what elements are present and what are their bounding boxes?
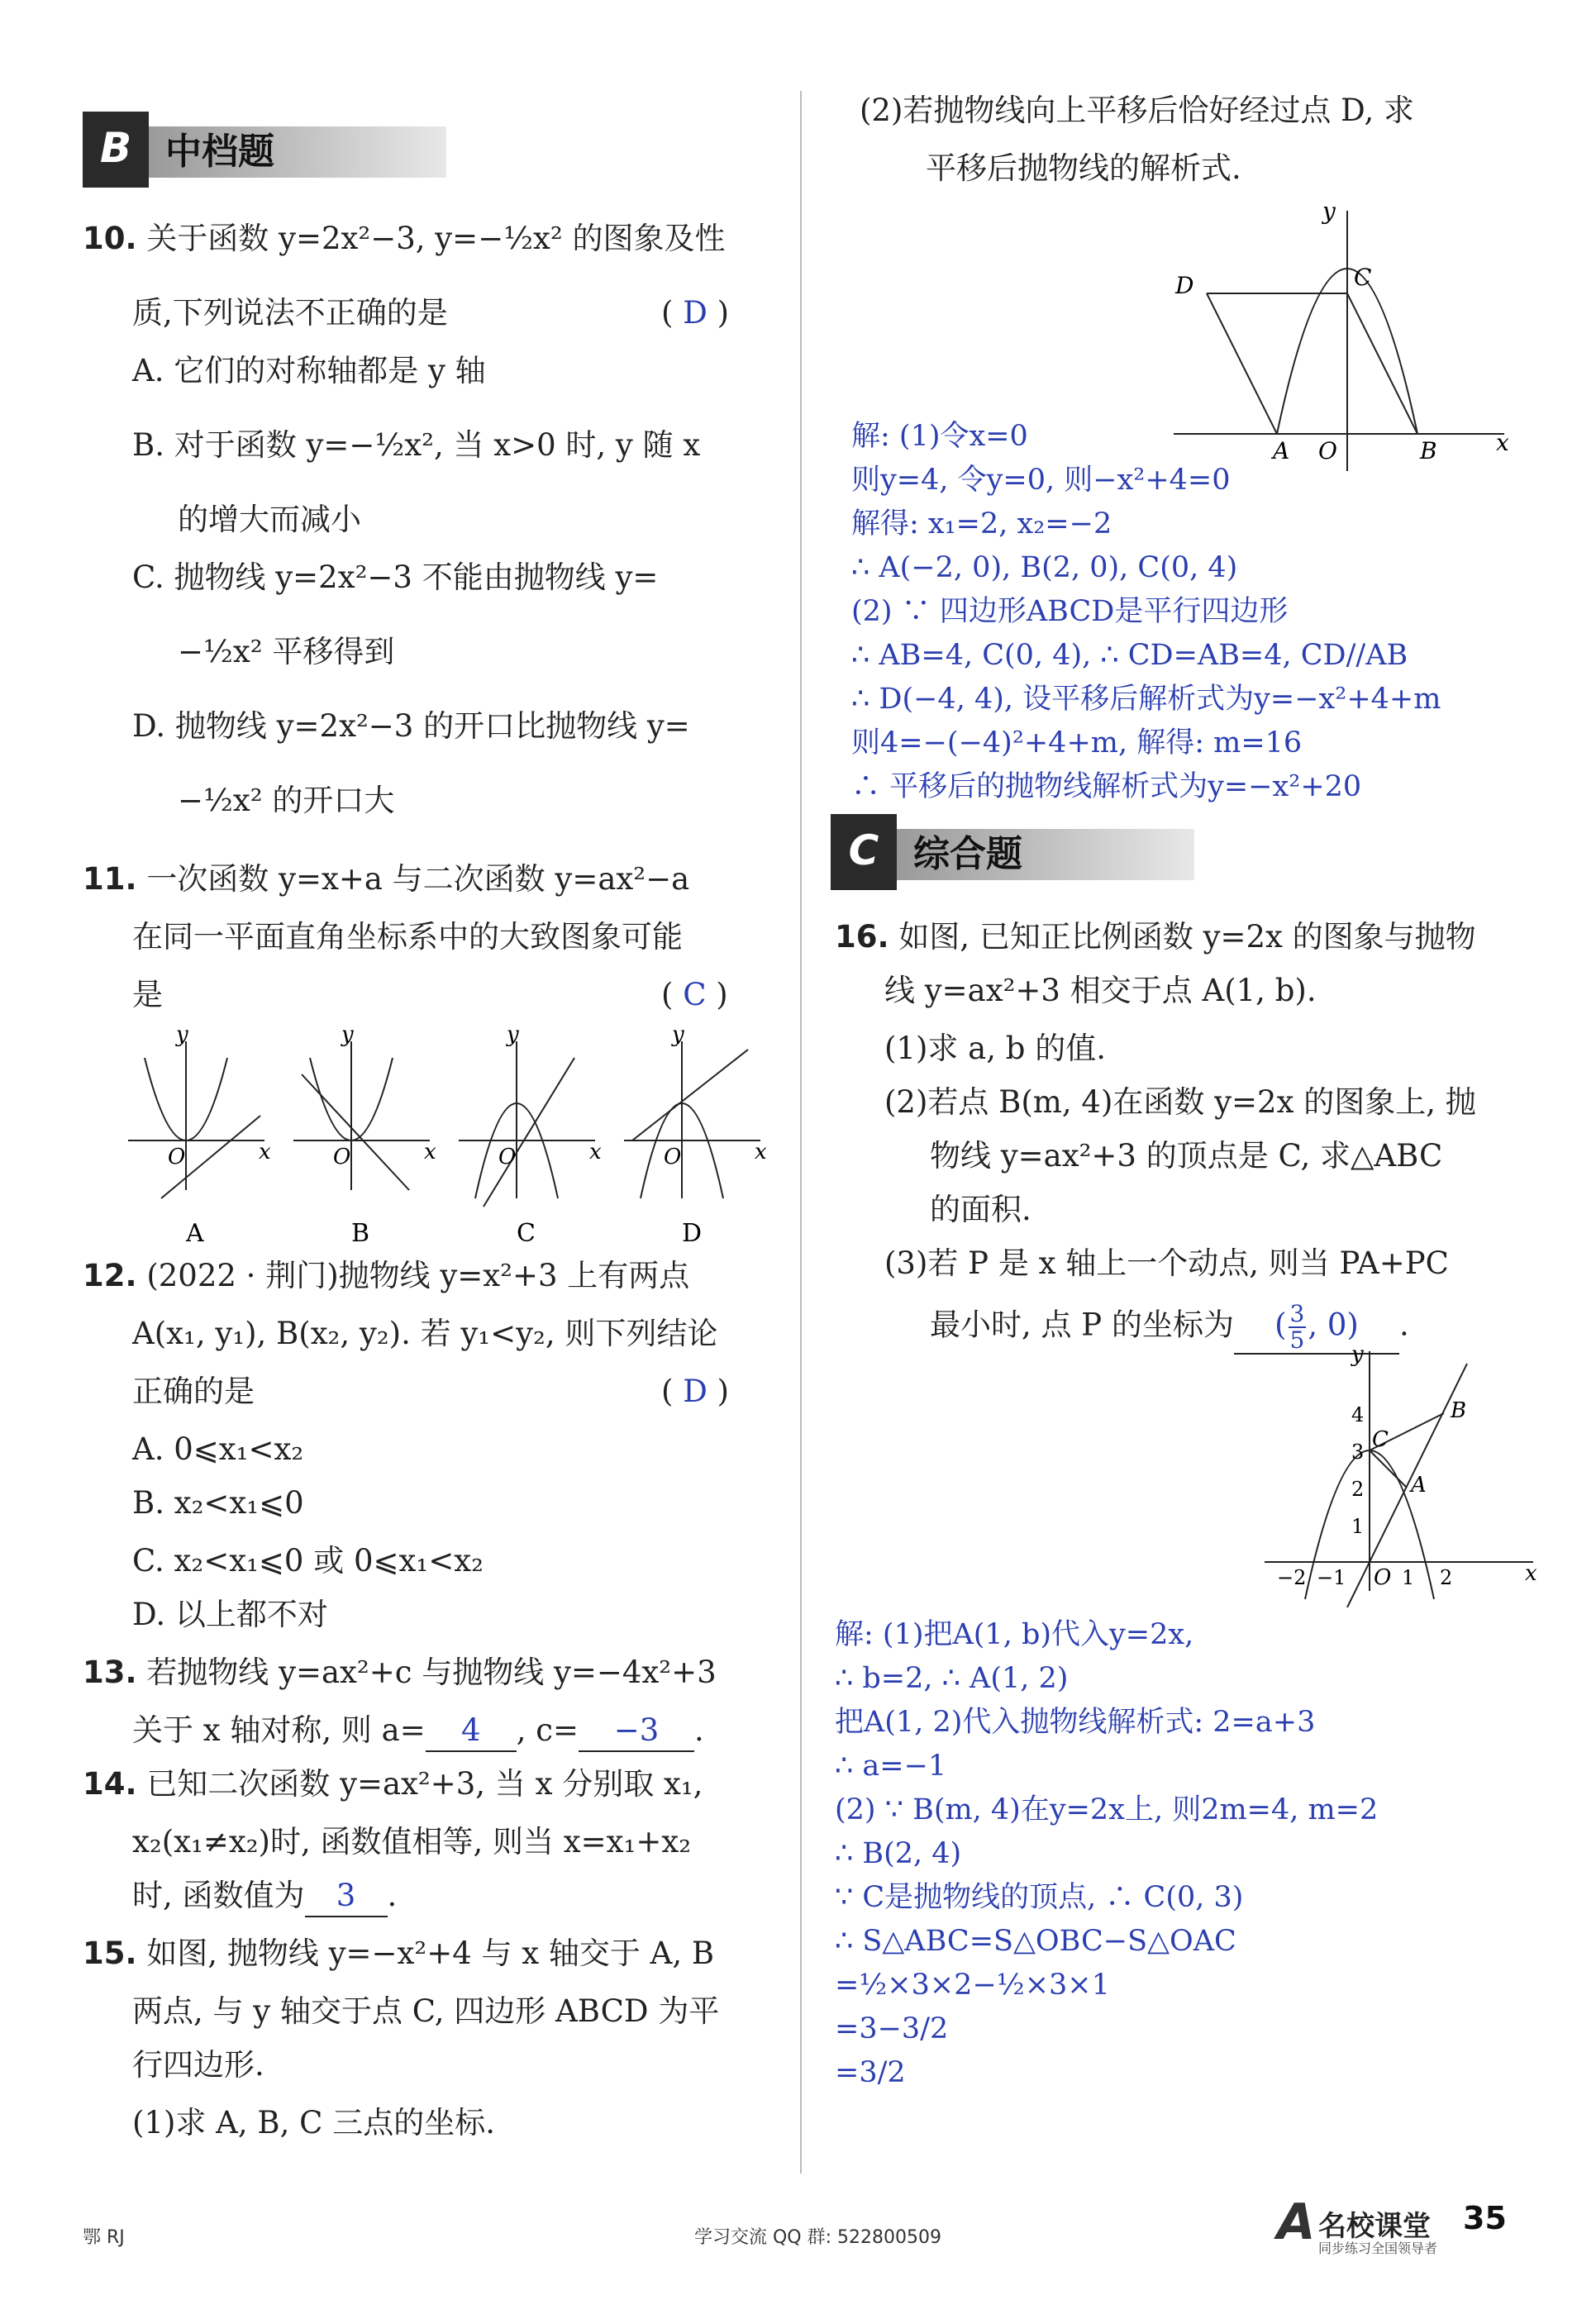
footer-left: 鄂 RJ [83,2227,125,2248]
q10-line2 [132,293,448,333]
q16-answer-den: 5 [1289,1326,1305,1354]
q11-c-x: x [589,1140,602,1164]
q11-graph-b [293,1025,436,1248]
page-number: 35 [1463,2200,1507,2236]
logo-subtext: 同步练习全国领导者 [1318,2240,1438,2256]
q15-part2a: (2)若抛物线向上平移后恰好经过点 D, 求 [860,93,1415,128]
q16-part2a: (2)若点 B(m, 4)在函数 y=2x 的图象上, 抛 [884,1084,1476,1120]
q16-graph [1248,1343,1546,1607]
q15-graph-d: D [1175,272,1194,299]
q11-graphs [128,1025,773,1256]
q15-part1: (1)求 A, B, C 三点的坐标. [132,2105,495,2140]
q11-a-o: O [168,1145,186,1169]
q13-line1 [83,1653,717,1693]
q15-graph-c: C [1354,264,1372,291]
column-divider [800,91,802,2174]
q10-line1 [83,219,726,259]
q10-option-b2: 的增大而减小 [178,502,361,537]
q15-graph-y: y [1322,198,1336,225]
q16-solution-line: =½×3×2−½×3×1 [835,1969,1110,2002]
q16-graph-x: x [1525,1561,1537,1586]
q16-line1 [835,917,1476,957]
q14-line3 [132,1876,397,1917]
q16-graph-b: B [1451,1398,1467,1423]
q16-solution-line: 把A(1, 2)代入抛物线解析式: 2=a+3 [835,1706,1316,1739]
q15-solution-line: ∴ AB=4, C(0, 4), ∴ CD=AB=4, CD//AB [851,639,1408,672]
q13-number: 13. [83,1655,137,1690]
q16-part3c: . [1398,1307,1409,1343]
q16-part3a: (3)若 P 是 x 轴上一个动点, 则当 PA+PC [884,1245,1449,1281]
q16-solution-line: =3/2 [835,2056,906,2089]
q11-line1 [83,860,689,899]
q11-a-x: x [259,1140,271,1164]
q11-c-o: O [498,1145,517,1169]
q16-graph-x1: 1 [1402,1566,1415,1589]
q11-b-o: O [333,1145,351,1169]
logo-a-icon: A [1277,2193,1316,2251]
logo-text: 名校课堂 [1318,2210,1431,2243]
q16-solution-line: (2) ∵ B(m, 4)在y=2x上, 则2m=4, m=2 [835,1793,1379,1826]
q16-solution-line: ∴ B(2, 4) [835,1837,962,1870]
q16-graph-t1: 1 [1351,1515,1365,1538]
section-c-badge: C [831,814,897,890]
q16-graph-x2: 2 [1440,1566,1453,1589]
q15-solution-line: ∴ A(−2, 0), B(2, 0), C(0, 4) [851,551,1238,584]
q14-number: 14. [83,1766,137,1802]
q12-answer: D [683,1374,707,1409]
q11-d-y: y [672,1025,684,1047]
q10-option-d1: D. 抛物线 y=2x²−3 的开口比抛物线 y= [132,708,690,744]
section-c-header [831,814,1203,890]
q11-a-y: y [176,1025,188,1047]
q11-b-y: y [341,1025,354,1047]
q16-graph-xm1: −1 [1317,1566,1346,1589]
q16-part2c: 的面积. [930,1192,1031,1227]
q16-solution-line: =3−3/2 [835,2012,949,2045]
q13-text-c: . [693,1712,704,1748]
q11-stem: 一次函数 y=x+a 与二次函数 y=ax²−a [146,861,690,897]
q10-option-c1: C. 抛物线 y=2x²−3 不能由抛物线 y= [132,560,659,595]
q16-part2b: 物线 y=ax²+3 的顶点是 C, 求△ABC [930,1138,1443,1174]
q11-label-b: B [351,1219,370,1248]
q10-number: 10. [83,221,137,256]
q13-line2 [132,1711,704,1752]
q15-solution-line: 解: (1)令x=0 [851,420,1028,453]
q11-graph-d [624,1025,767,1248]
q10-stem: 关于函数 y=2x²−3, y=−½x² 的图象及性 [146,221,726,256]
footer-logo [1277,2193,1492,2256]
q10-answer: D [683,295,707,331]
q15-graph-b: B [1420,437,1437,464]
q16-answer-open: ( [1274,1307,1287,1343]
q16-line2: 线 y=ax²+3 相交于点 A(1, b). [884,973,1317,1008]
q16-solution-line: ∴ b=2, ∴ A(1, 2) [835,1662,1069,1695]
q10-stem2: 质,下列说法不正确的是 [132,295,448,331]
section-b-title: 中档题 [165,131,274,173]
q11-label-d: D [682,1219,703,1248]
q15-stem: 如图, 抛物线 y=−x²+4 与 x 轴交于 A, B [146,1936,715,1971]
q14-stem: 已知二次函数 y=ax²+3, 当 x 分别取 x₁, [146,1766,703,1802]
q16-graph-xm2: −2 [1277,1566,1307,1589]
q12-line3: 正确的是 [132,1374,255,1409]
q12-option-d: D. 以上都不对 [132,1597,328,1632]
q13-stem: 若抛物线 y=ax²+c 与抛物线 y=−4x²+3 [146,1655,717,1690]
q16-graph-t4: 4 [1351,1403,1365,1426]
q16-solution-line: ∴ S△ABC=S△OBC−S△OAC [835,1925,1236,1958]
q15-solution-line: (2) ∵ 四边形ABCD是平行四边形 [851,595,1289,628]
q13-answer-a: 4 [426,1711,517,1752]
q12-answer-slot: ( D ) [661,1374,730,1409]
q10-option-c2: −½x² 平移得到 [178,634,395,669]
q10-answer-slot: ( D ) [661,295,730,331]
q16-graph-a: A [1411,1473,1427,1498]
q11-c-y: y [507,1025,519,1047]
q13-answer-c: −3 [579,1711,694,1752]
q15-solution-line: 则4=−(−4)²+4+m, 解得: m=16 [851,726,1303,760]
q16-solution-line: ∵ C是抛物线的顶点, ∴ C(0, 3) [835,1881,1244,1914]
section-b-badge: B [83,112,149,188]
q11-graph-a [128,1025,271,1248]
q10-option-b1: B. 对于函数 y=−½x², 当 x>0 时, y 随 x [132,427,701,463]
q11-label-a: A [186,1219,204,1248]
q15-line3: 行四边形. [132,2047,264,2083]
q14-line1 [83,1764,703,1804]
q14-answer: 3 [305,1876,388,1917]
q11-d-x: x [755,1140,767,1164]
q15-graph [1157,198,1537,479]
q15-line2: 两点, 与 y 轴交于点 C, 四边形 ABCD 为平 [132,1993,720,2029]
q11-line3: 是 [132,977,163,1012]
q15-number: 15. [83,1936,137,1971]
q16-graph-o: O [1374,1565,1392,1590]
q15-solution-line: ∴ 平移后的抛物线解析式为y=−x²+20 [851,770,1362,803]
q16-solution-line: 解: (1)把A(1, b)代入y=2x, [835,1618,1194,1651]
section-c-title: 综合题 [913,833,1022,875]
q11-graph-c [459,1025,602,1248]
q15-graph-a: A [1273,437,1290,464]
section-b-header [83,112,455,188]
q13-text-b: , c= [516,1712,579,1748]
q15-line1 [83,1934,714,1974]
q12-option-c: C. x₂<x₁⩽0 或 0⩽x₁<x₂ [132,1543,484,1579]
q12-line2: A(x₁, y₁), B(x₂, y₂). 若 y₁<y₂, 则下列结论 [132,1316,718,1351]
q16-answer-num: 3 [1289,1300,1305,1327]
q11-line2: 在同一平面直角坐标系中的大致图象可能 [132,919,683,955]
q11-answer: C [683,977,707,1012]
q11-label-c: C [517,1219,536,1248]
q12-option-a: A. 0⩽x₁<x₂ [132,1431,304,1467]
q11-answer-slot: ( C ) [661,977,728,1012]
q11-d-o: O [664,1145,682,1169]
q15-graph-x: x [1496,429,1509,456]
q12-stem: (2022 · 荆门)抛物线 y=x²+3 上有两点 [146,1258,690,1293]
q16-graph-t2: 2 [1351,1478,1365,1501]
q10-option-d2: −½x² 的开口大 [178,783,395,818]
q16-graph-t3: 3 [1351,1440,1365,1464]
q12-number: 12. [83,1258,137,1293]
q12-option-b: B. x₂<x₁⩽0 [132,1485,304,1521]
q15-solution-line: ∴ D(−4, 4), 设平移后解析式为y=−x²+4+m [851,683,1441,716]
q15-part2b: 平移后抛物线的解析式. [926,150,1241,186]
q16-part1: (1)求 a, b 的值. [884,1031,1106,1066]
q16-graph-y: y [1351,1343,1364,1367]
q16-number: 16. [835,919,889,955]
q11-b-x: x [424,1140,436,1164]
footer-center: 学习交流 QQ 群: 522800509 [694,2227,941,2248]
q16-solution-line: ∴ a=−1 [835,1750,947,1783]
q16-stem: 如图, 已知正比例函数 y=2x 的图象与抛物 [898,919,1476,955]
q16-graph-c: C [1372,1427,1389,1452]
q14-text-a: 时, 函数值为 [132,1878,305,1913]
q16-answer-rest: , 0) [1308,1307,1359,1343]
q13-text-a: 关于 x 轴对称, 则 a= [132,1712,426,1748]
q15-solution-line: 解得: x₁=2, x₂=−2 [851,507,1112,540]
q15-graph-o: O [1318,437,1337,464]
q14-line2: x₂(x₁≠x₂)时, 函数值相等, 则当 x=x₁+x₂ [132,1824,692,1859]
q14-text-b: . [387,1878,398,1913]
q15-solution-line: 则y=4, 令y=0, 则−x²+4=0 [851,464,1231,497]
q11-number: 11. [83,861,137,897]
q10-option-a: A. 它们的对称轴都是 y 轴 [132,353,486,388]
q12-line1 [83,1256,689,1296]
q16-part3b-text: 最小时, 点 P 的坐标为 [930,1307,1234,1343]
